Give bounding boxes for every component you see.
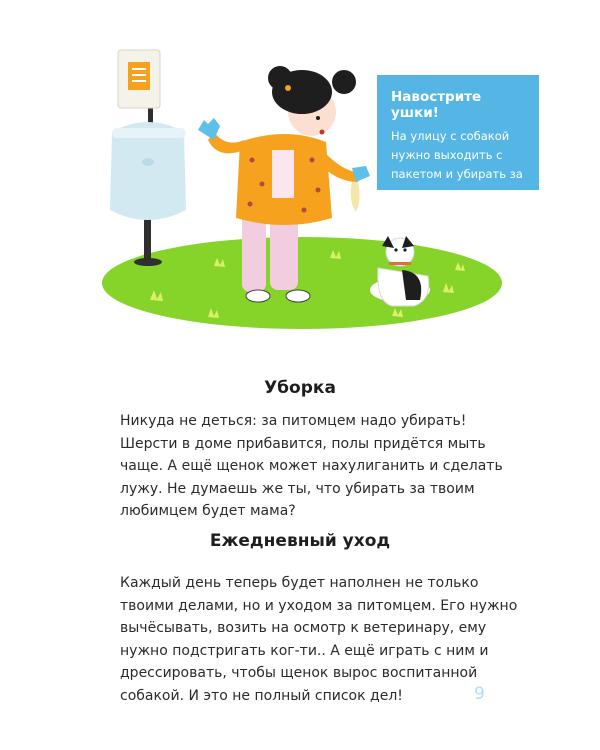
section-heading-cleaning: Уборка [264,378,336,398]
page-number: 9 [474,684,485,704]
callout-title: Навострите ушки! [391,89,482,121]
grass-patch [102,237,502,329]
section-paragraph-cleaning: Никуда не деться: за питомцем надо убирать! Шерсти в доме прибавится, полы придётся мыть чаще. А ещё щенок может нахулиганить и сделать лужу. Не думаешь же ты, что убирать за твоим любимцем будет мама? [120,413,503,519]
section-paragraph-daily-care: Каждый день теперь будет наполнен не только твоими делами, но и уходом за питомцем. Его нужно вычёсывать, возить на осмотр к ветеринару, ему нужно подстригать ког-ти.. А ещё играть с ним и дрессировать, чтобы щенок вырос воспитанной собакой. И это не полный список дел! [120,575,518,704]
callout-text: На улицу с собакой нужно выходить с пакетом и убирать за своим питомцем. [391,129,523,200]
tip-callout-box [377,75,539,200]
trash-bin-illustration [110,50,186,266]
section-heading-daily-care: Ежедневный уход [209,531,391,551]
